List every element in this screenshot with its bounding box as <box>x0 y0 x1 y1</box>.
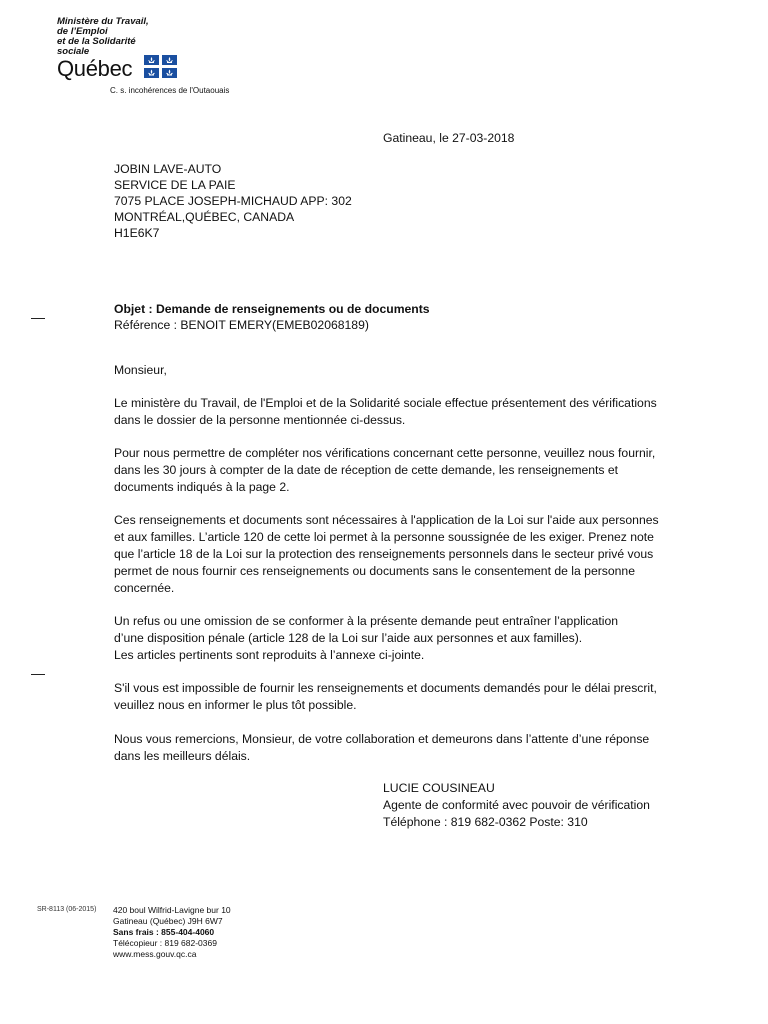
paragraph-line: et aux familles. L’article 120 de cette loi permet à la personne soussignée de les exiger. Prenez note <box>114 530 654 544</box>
form-code: SR-8113 (06-2015) <box>37 906 97 913</box>
ministry-line: et de la Solidarité <box>57 36 136 47</box>
signature-block <box>383 780 650 831</box>
service-center-line: C. s. incohérences de l'Outaouais <box>110 86 230 95</box>
paragraph-line: documents indiqués à la page 2. <box>114 480 290 494</box>
fold-mark <box>31 674 45 675</box>
recipient-address <box>114 161 352 241</box>
salutation <box>114 362 684 379</box>
paragraph-line: Un refus ou une omission de se conformer à la présente demande peut entraîner l’application <box>114 614 619 628</box>
paragraph <box>114 445 684 496</box>
footer-website-link[interactable]: www.mess.gouv.qc.ca <box>113 949 197 959</box>
paragraph-line: dans les 30 jours à compter de la date de réception de cette demande, les renseignements et <box>114 463 619 477</box>
footer-line: Sans frais : 855-404-4060 <box>113 927 215 937</box>
ministry-line: Ministère du Travail, <box>57 16 149 27</box>
recipient-line: H1E6K7 <box>114 226 160 240</box>
fold-mark <box>31 318 45 319</box>
paragraph <box>114 731 684 765</box>
recipient-line: 7075 PLACE JOSEPH-MICHAUD APP: 302 <box>114 194 352 208</box>
ministry-line: de l’Emploi <box>57 26 108 37</box>
paragraph <box>114 512 684 597</box>
paragraph-line: Le ministère du Travail, de l'Emploi et de la Solidarité sociale effectue présentement des vérifications <box>114 396 657 410</box>
subject-line: Objet : Demande de renseignements ou de documents <box>114 302 430 316</box>
recipient-line: MONTRÉAL,QUÉBEC, CANADA <box>114 210 295 224</box>
subject-block <box>114 301 430 333</box>
quebec-wordmark: Québec <box>57 56 133 81</box>
signer-name: LUCIE COUSINEAU <box>383 781 495 795</box>
footer-address <box>113 905 231 960</box>
paragraph-line: d’une disposition pénale (article 128 de la Loi sur l’aide aux personnes et aux familles). <box>114 631 583 645</box>
paragraph-line: S'il vous est impossible de fournir les renseignements et documents demandés pour le délai prescrit, <box>114 681 657 695</box>
ministry-line: sociale <box>57 46 90 57</box>
paragraph <box>114 680 684 714</box>
paragraph-line: dans les meilleurs délais. <box>114 749 251 763</box>
paragraph-line: que l’article 18 de la Loi sur la protection des renseignements personnels dans le secteur privé vous <box>114 547 654 561</box>
reference-line: Référence : BENOIT EMERY(EMEB02068189) <box>114 318 369 332</box>
paragraph <box>114 613 684 664</box>
paragraph-line: permet de nous fournir ces renseignements ou documents sans le consentement de la personne <box>114 564 635 578</box>
paragraph-line: dans le dossier de la personne mentionnée ci-dessus. <box>114 413 406 427</box>
footer-line: Télécopieur : 819 682-0369 <box>113 938 217 948</box>
signer-phone: Téléphone : 819 682-0362 Poste: 310 <box>383 815 588 829</box>
paragraph-line: concernée. <box>114 581 175 595</box>
footer-line: 420 boul Wilfrid-Lavigne bur 10 <box>113 905 231 915</box>
paragraph-line: Pour nous permettre de compléter nos vérifications concernant cette personne, veuillez nous fournir, <box>114 446 656 460</box>
letter-date: Gatineau, le 27-03-2018 <box>383 131 515 145</box>
signer-title: Agente de conformité avec pouvoir de vérification <box>383 798 650 812</box>
recipient-line: SERVICE DE LA PAIE <box>114 178 236 192</box>
paragraph-line: Ces renseignements et documents sont nécessaires à l'application de la Loi sur l'aide aux personnes <box>114 513 659 527</box>
paragraph-line: Les articles pertinents sont reproduits à l’annexe ci-jointe. <box>114 648 425 662</box>
salutation-text: Monsieur, <box>114 363 167 377</box>
ministry-name <box>57 17 197 57</box>
quebec-flag-icon <box>144 55 177 78</box>
footer-line: Gatineau (Québec) J9H 6W7 <box>113 916 223 926</box>
paragraph <box>114 395 684 429</box>
recipient-line: JOBIN LAVE-AUTO <box>114 162 222 176</box>
paragraph-line: veuillez nous en informer le plus tôt possible. <box>114 698 357 712</box>
paragraph-line: Nous vous remercions, Monsieur, de votre collaboration et demeurons dans l’attente d’une réponse <box>114 732 650 746</box>
